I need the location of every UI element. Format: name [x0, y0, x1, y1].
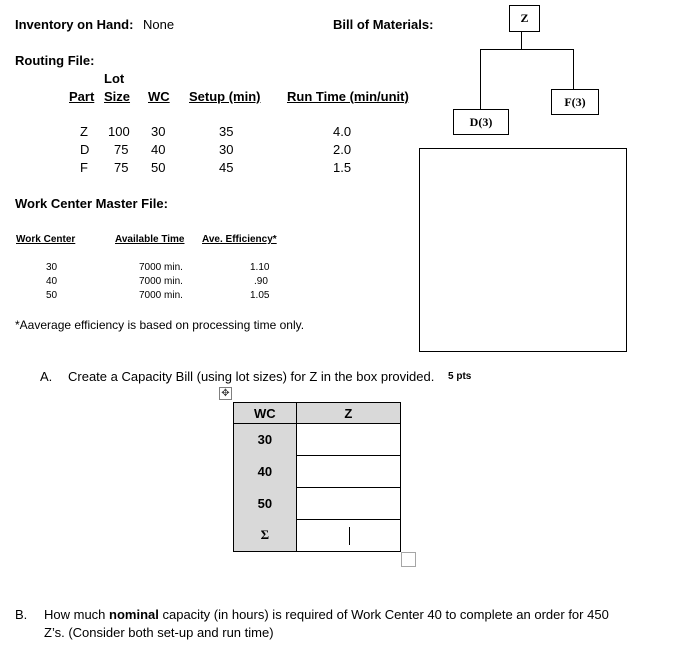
routing-part: F — [80, 160, 88, 175]
routing-run: 1.5 — [333, 160, 352, 175]
bom-node-root: Z — [509, 5, 540, 32]
wc-master-wc: 50 — [46, 290, 58, 301]
wc-master-wc: 40 — [46, 276, 58, 287]
capacity-cell-z[interactable] — [296, 424, 400, 456]
question-b-line2: Z’s. (Consider both set-up and run time) — [44, 625, 274, 640]
routing-setup: 45 — [219, 160, 234, 175]
bom-title: Bill of Materials: — [333, 17, 434, 32]
question-b-nominal: nominal — [109, 607, 159, 622]
question-a-points: 5 pts — [448, 371, 472, 382]
routing-header-size: Size — [104, 89, 131, 104]
routing-wc: 30 — [151, 124, 166, 139]
routing-run: 4.0 — [333, 124, 352, 139]
routing-part: Z — [80, 124, 88, 139]
routing-lot: 100 — [108, 124, 130, 139]
routing-lot: 75 — [114, 160, 129, 175]
bom-node-d: D(3) — [453, 109, 509, 135]
question-a-letter: A. — [40, 369, 53, 384]
bom-connector — [521, 31, 522, 49]
answer-box[interactable] — [419, 148, 627, 352]
table-resize-handle[interactable] — [401, 552, 416, 567]
routing-setup: 30 — [219, 142, 234, 157]
bom-connector — [480, 49, 481, 109]
capacity-row-label: 30 — [234, 424, 297, 456]
routing-title: Routing File: — [15, 53, 95, 68]
wc-master-header-time: Available Time — [115, 234, 185, 245]
inventory-value: None — [143, 17, 175, 32]
wc-master-title: Work Center Master File: — [15, 196, 168, 211]
routing-wc: 50 — [151, 160, 166, 175]
bom-connector — [573, 49, 574, 89]
capacity-cell-z[interactable] — [296, 456, 400, 488]
capacity-cell-sum[interactable] — [296, 520, 400, 552]
wc-master-wc: 30 — [46, 262, 58, 273]
question-b-line1 — [44, 607, 609, 622]
routing-header-part: Part — [69, 89, 95, 104]
bom-node-f: F(3) — [551, 89, 599, 115]
wc-master-time: 7000 min. — [139, 290, 183, 301]
capacity-header-wc: WC — [234, 403, 297, 424]
text-cursor — [349, 527, 350, 545]
routing-header-setup: Setup (min) — [189, 89, 261, 104]
routing-header-lot: Lot — [104, 71, 125, 86]
question-b-text: How much — [44, 607, 110, 622]
inventory-label: Inventory on Hand: — [15, 17, 134, 32]
bom-connector — [480, 49, 574, 50]
question-a-text: Create a Capacity Bill (using lot sizes) for Z in the box provided. — [68, 369, 435, 384]
wc-master-header-wc: Work Center — [16, 234, 76, 245]
wc-master-eff: .90 — [254, 276, 268, 287]
routing-wc: 40 — [151, 142, 166, 157]
table-move-handle-icon[interactable]: ✥ — [219, 387, 232, 400]
routing-part: D — [80, 142, 90, 157]
wc-master-header-eff: Ave. Efficiency* — [202, 234, 277, 245]
capacity-row-label: 50 — [234, 488, 297, 520]
capacity-header-z: Z — [296, 403, 400, 424]
routing-header-wc: WC — [148, 89, 170, 104]
wc-master-eff: 1.10 — [250, 262, 270, 273]
routing-setup: 35 — [219, 124, 234, 139]
wc-master-time: 7000 min. — [139, 276, 183, 287]
capacity-bill-table — [233, 402, 401, 552]
wc-master-eff: 1.05 — [250, 290, 270, 301]
capacity-cell-z[interactable] — [296, 488, 400, 520]
routing-run: 2.0 — [333, 142, 352, 157]
question-b-letter: B. — [15, 607, 28, 622]
capacity-row-label: 40 — [234, 456, 297, 488]
routing-header-run: Run Time (min/unit) — [287, 89, 409, 104]
wc-master-note: *Aaverage efficiency is based on processing time only. — [15, 318, 305, 332]
routing-lot: 75 — [114, 142, 129, 157]
question-b-text: capacity (in hours) is required of Work Center 40 to complete an order for 450 — [158, 607, 609, 622]
capacity-row-sum-label: Σ — [234, 520, 297, 552]
wc-master-time: 7000 min. — [139, 262, 183, 273]
